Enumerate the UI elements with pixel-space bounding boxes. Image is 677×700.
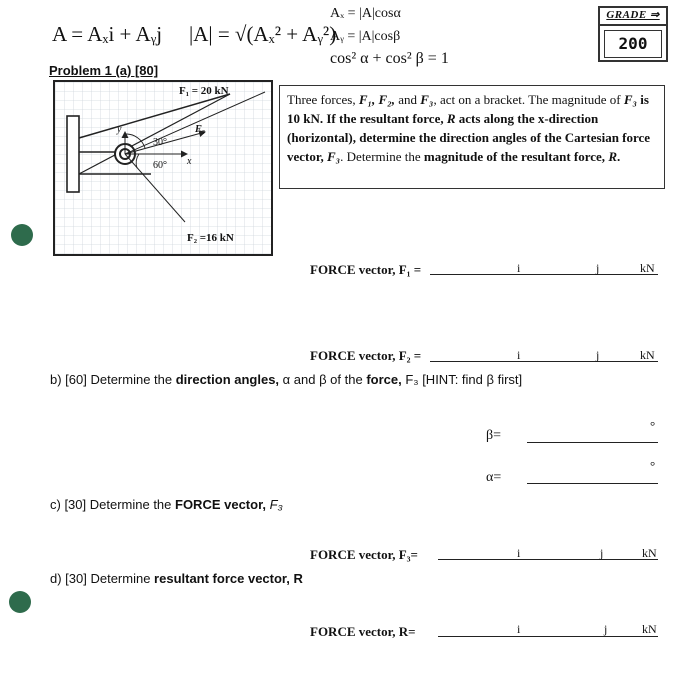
force-f2-label: FORCE vector, F₂ = <box>310 348 422 363</box>
beta-answer-line[interactable] <box>527 442 658 443</box>
equation-cos-identity: cos² α + cos² β = 1 <box>330 50 449 67</box>
beta-label: β= <box>486 428 502 443</box>
force-f1-label: FORCE vector, F₁ = <box>310 262 422 277</box>
force-diagram <box>53 80 273 256</box>
force-f2-kn: kN <box>640 348 655 362</box>
margin-dot-2 <box>9 591 31 613</box>
force-r-j: j <box>604 622 608 636</box>
alpha-label: α= <box>486 470 502 485</box>
f1-label: F₁ = 20 kN <box>179 85 229 97</box>
alpha-degree: ° <box>650 458 656 473</box>
force-f1-answer-line[interactable] <box>430 274 658 275</box>
force-f2-i: i <box>517 348 521 362</box>
force-r-answer-line[interactable] <box>438 636 658 637</box>
force-f1-j: j <box>596 261 600 275</box>
problem-statement: Three forces, F₁, F₂, and F₃, act on a bracket. The magnitude of F₃ is 10 kN. If the resultant force, R acts along the x-direction (horizontal), determine the direction angles of the Cartesian force vector, F₃. Determine the magnitude of the resultant force, R. <box>279 85 665 189</box>
force-f3-kn: kN <box>642 546 657 560</box>
force-f3-j: j <box>600 546 604 560</box>
force-f1-i: i <box>517 261 521 275</box>
grade-box <box>598 6 668 62</box>
equation-ax: Aₓ = |A|cosα <box>330 6 401 21</box>
grade-label: GRADE ⇒ <box>600 8 666 26</box>
force-f3-label: FORCE vector, F₃= <box>310 547 418 562</box>
force-r-i: i <box>517 622 521 636</box>
equation-ay: Aᵧ = |A|cosβ <box>330 29 401 44</box>
margin-dot-1 <box>11 224 33 246</box>
force-f2-j: j <box>596 348 600 362</box>
part-d-prompt: d) [30] Determine resultant force vector, R <box>50 571 303 586</box>
f3-label: F₃ <box>195 124 206 135</box>
force-f2-answer-line[interactable] <box>430 361 658 362</box>
problem-title: Problem 1 (a) [80] <box>49 63 159 78</box>
equation-components: A = Aₓi + Aᵧj <box>52 22 163 46</box>
force-f1-kn: kN <box>640 261 655 275</box>
f2-label: F₂ =16 kN <box>187 232 234 244</box>
angle-30-label: 30° <box>153 137 167 148</box>
force-r-kn: kN <box>642 622 657 636</box>
force-f3-answer-line[interactable] <box>438 559 658 560</box>
alpha-answer-line[interactable] <box>527 483 658 484</box>
force-r-label: FORCE vector, R= <box>310 624 416 639</box>
x-label: x <box>187 156 192 167</box>
beta-degree: ° <box>650 418 656 433</box>
wall <box>67 116 79 192</box>
force-f3-i: i <box>517 546 521 560</box>
part-c-prompt: c) [30] Determine the FORCE vector, F₃ <box>50 497 283 512</box>
y-label: y <box>117 124 122 135</box>
angle-60-label: 60° <box>153 160 167 171</box>
grade-value: 200 <box>604 30 662 58</box>
equation-magnitude: |A| = √(Aₓ² + Aᵧ²) <box>189 22 337 46</box>
part-b-prompt: b) [60] Determine the direction angles, α and β of the force, F₃ [HINT: find β first] <box>50 372 523 387</box>
